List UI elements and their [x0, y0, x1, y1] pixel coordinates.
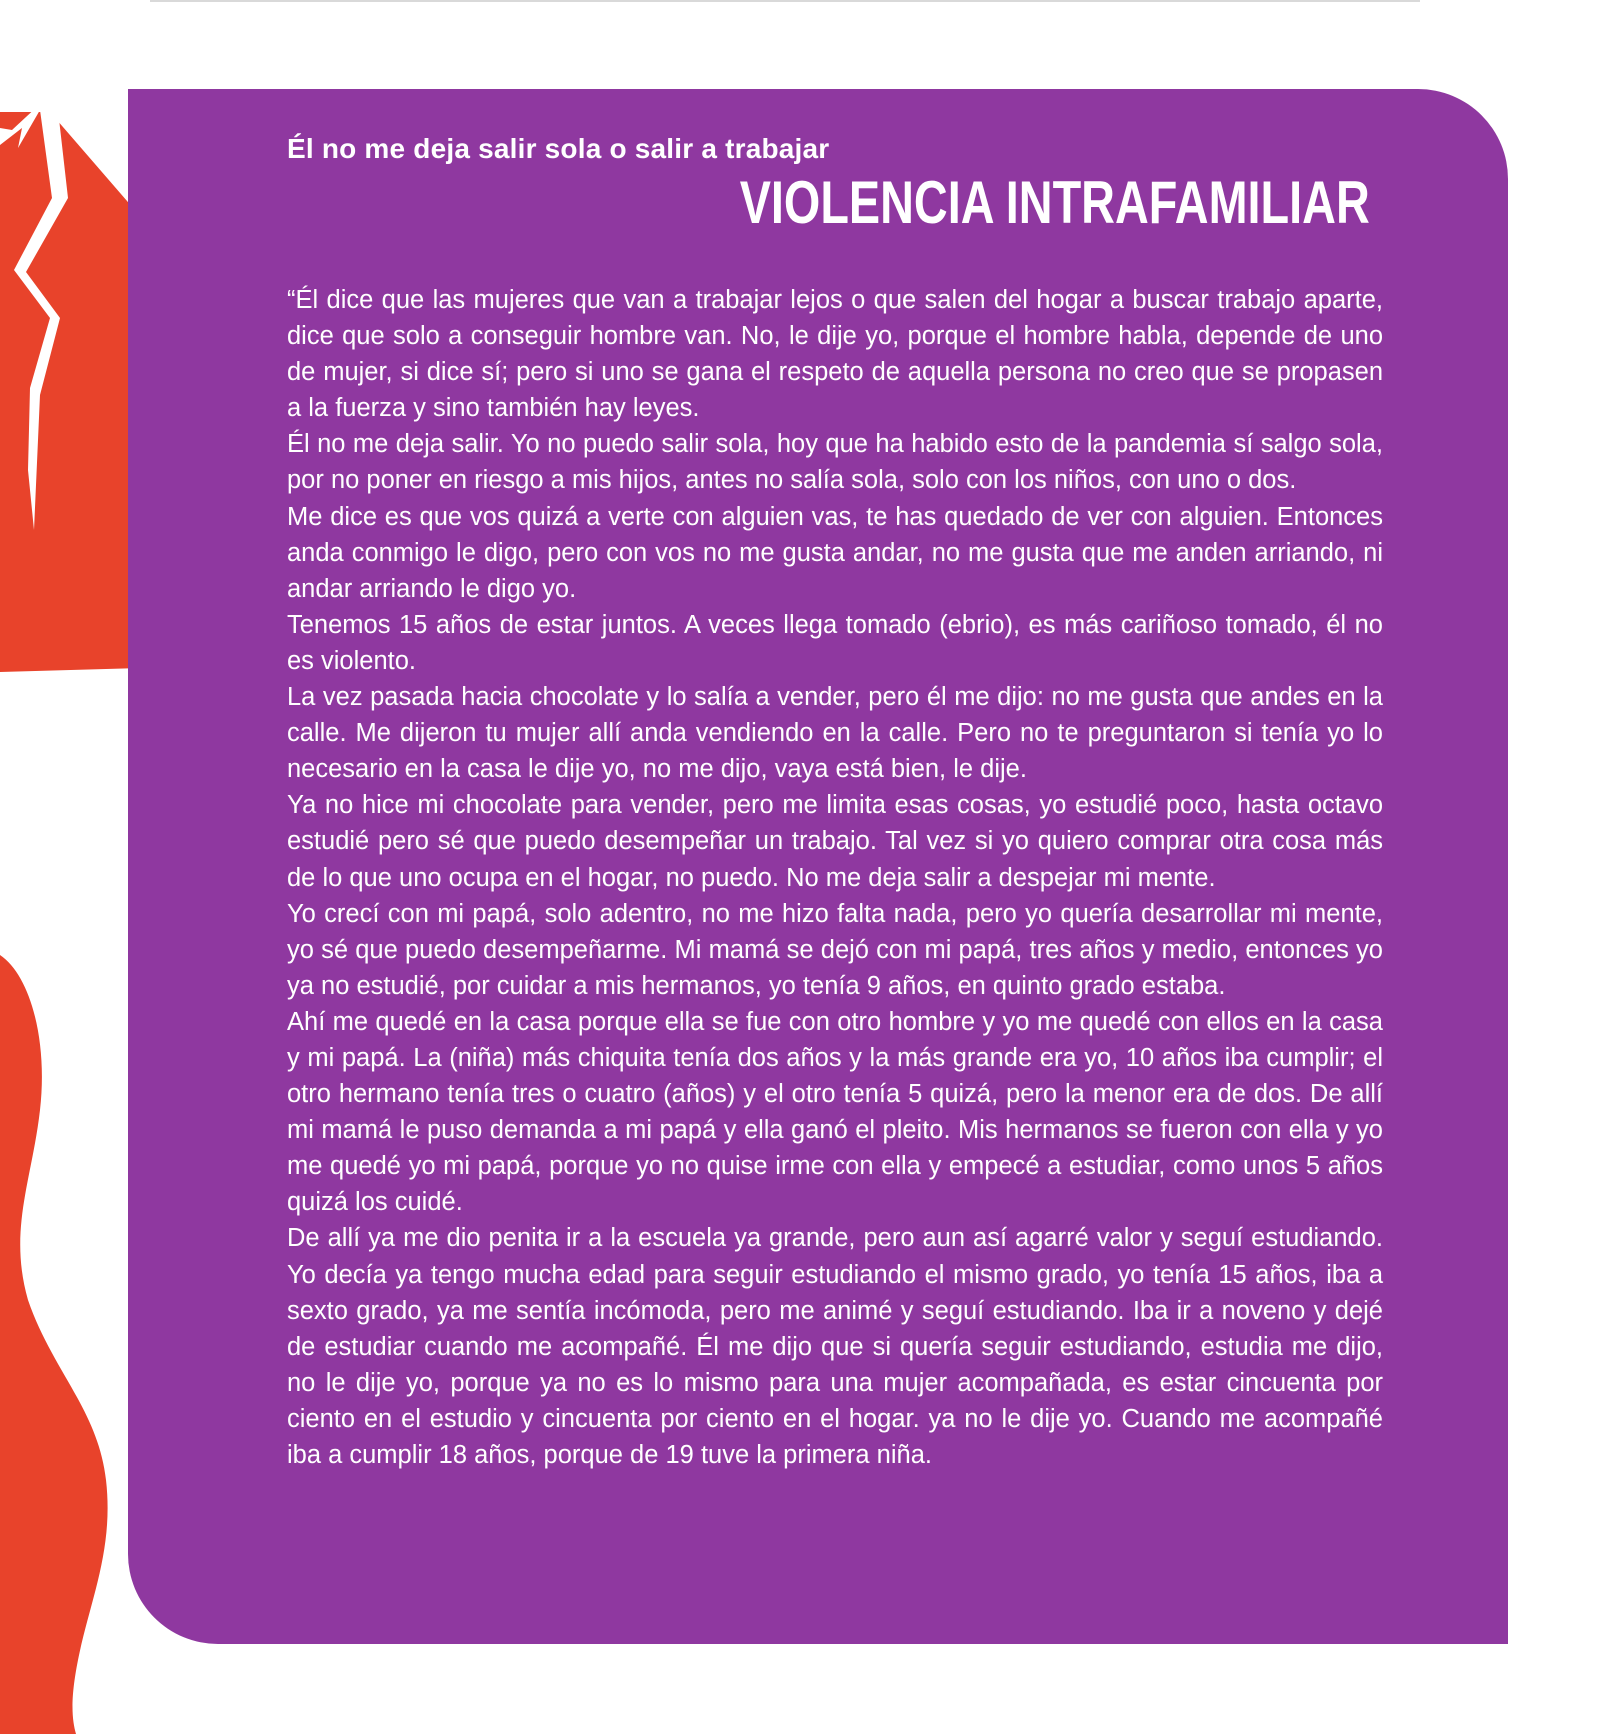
silhouette-figure-icon: [0, 955, 108, 1734]
paragraph: Me dice es que vos quizá a verte con alguien vas, te has quedado de ver con alguien. Entonces anda conmigo le digo, pero con vos no me gusta andar, no me gusta que me anden arriando, ni andar arriando le digo yo.: [287, 502, 1383, 603]
paragraph: Tenemos 15 años de estar juntos. A veces llega tomado (ebrio), es más cariñoso tomado, él no es violento.: [287, 610, 1383, 675]
paragraph: Él no me deja salir. Yo no puedo salir sola, hoy que ha habido esto de la pandemia sí salgo sola, por no poner en riesgo a mis hijos, antes no salía sola, solo con los niños, con uno o dos.: [287, 430, 1383, 495]
article-title: VIOLENCIA INTRAFAMILIAR: [739, 169, 1370, 236]
paragraph: Ya no hice mi chocolate para vender, pero me limita esas cosas, yo estudié poco, hasta octavo estudié pero sé que puedo desempeñar un trabajo. Tal vez si yo quiero comprar otra cosa más de lo que uno ocupa en el hogar, no puedo. No me deja salir a despejar mi mente.: [287, 791, 1383, 892]
paragraph: De allí ya me dio penita ir a la escuela ya grande, pero aun así agarré valor y seguí estudiando. Yo decía ya tengo mucha edad para seguir estudiando el mismo grado, yo tenía 15 años, iba a sexto grado, ya me sentía incómoda, pero me animé y seguí estudiando. Iba ir a noveno y dejé de estudiar cuando me acompañé. Él me dijo que si quería seguir estudiando, estudia me dijo, no le dije yo, porque ya no es lo mismo para una mujer acompañada, es estar cincuenta por ciento en el estudio y cincuenta por ciento en el hogar. ya no le dije yo. Cuando me acompañé iba a cumplir 18 años, porque de 19 tuve la primera niña.: [287, 1224, 1383, 1469]
paragraph: “Él dice que las mujeres que van a trabajar lejos o que salen del hogar a buscar trabajo aparte, dice que solo a conseguir hombre van. No, le dije yo, porque el hombre habla, depende de uno de mujer, si dice sí; pero si uno se gana el respeto de aquella persona no creo que se propasen a la fuerza y sino también hay leyes.: [287, 286, 1383, 423]
testimony-body: [287, 282, 1383, 1473]
paragraph: Ahí me quedé en la casa porque ella se fue con otro hombre y yo me quedé con ellos en la casa y mi papá. La (niña) más chiquita tenía dos años y la más grande era yo, 10 años iba cumplir; el otro hermano tenía tres o cuatro (años) y el otro tenía 5 quizá, pero la menor era de dos. De allí mi mamá le puso demanda a mi papá y ella ganó el pleito. Mis hermanos se fueron con ella y yo me quedé yo mi papá, porque yo no quise irme con ella y empecé a estudiar, como unos 5 años quizá los cuidé.: [287, 1007, 1383, 1217]
paragraph: La vez pasada hacia chocolate y lo salía a vender, pero él me dijo: no me gusta que andes en la calle. Me dijeron tu mujer allí anda vendiendo en la calle. Pero no te preguntaron si tenía yo lo necesario en la casa le dije yo, no me dijo, vaya está bien, le dije.: [287, 683, 1383, 784]
article-subtitle: Él no me deja salir sola o salir a trabajar: [287, 133, 830, 164]
paragraph: Yo crecí con mi papá, solo adentro, no me hizo falta nada, pero yo quería desarrollar mi mente, yo sé que puedo desempeñarme. Mi mamá se dejó con mi papá, tres años y medio, entonces yo ya no estudié, por cuidar a mis hermanos, yo tenía 9 años, en quinto grado estaba.: [287, 899, 1383, 1000]
